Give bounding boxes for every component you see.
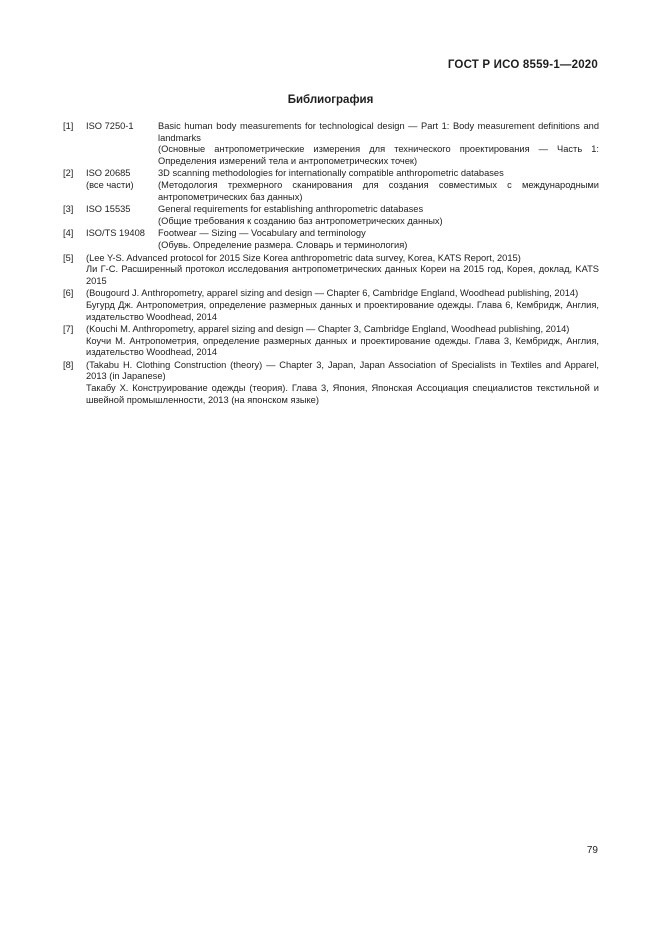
entry-code-line: ISO/TS 19408 — [86, 228, 145, 239]
entry-text — [158, 204, 599, 227]
entry-line: Footwear — Sizing — Vocabulary and terminology — [158, 228, 366, 239]
entry-text — [86, 253, 599, 288]
entry-line: Такабу Х. Конструирование одежды (теория). Глава 3, Япония, Японская Ассоциация специалистов текстильной и швейной промышленности, 2013 (на японском языке) — [86, 383, 599, 405]
bibliography-title: Библиография — [287, 94, 374, 106]
bibliography-entry — [63, 360, 599, 406]
entry-standard-code — [86, 121, 158, 167]
entry-number: [3] — [63, 204, 74, 215]
entry-line: (Bougourd J. Anthropometry, apparel sizing and design — Chapter 6, Cambridge England, Woodhead publishing, 2014) — [86, 288, 579, 299]
entry-code-line: (все части) — [86, 179, 134, 190]
entry-line: General requirements for establishing anthropometric databases — [158, 204, 424, 215]
entry-line: (Lee Y-S. Advanced protocol for 2015 Size Korea anthropometric data survey, Korea, KATS Report, 2015) — [86, 252, 521, 263]
document-header: ГОСТ Р ИСО 8559-1—2020 — [447, 59, 598, 71]
entry-line: (Методология трехмерного сканирования для создания совместимых с международными антропометрических баз данных) — [158, 179, 599, 202]
entry-line: 3D scanning methodologies for internationally compatible anthropometric databases — [158, 168, 504, 179]
entry-line: (Kouchi M. Anthropometry, apparel sizing and design — Chapter 3, Cambridge England, Woodhead publishing, 2014) — [86, 324, 570, 335]
bibliography-entry — [63, 121, 599, 167]
entry-code-line: ISO 15535 — [86, 204, 131, 215]
entry-number: [5] — [63, 252, 74, 263]
entry-standard-code — [86, 228, 158, 251]
entry-number: [7] — [63, 324, 74, 335]
entry-line: Basic human body measurements for technological design — Part 1: Body measurement definitions and landmarks — [158, 121, 599, 143]
entry-text — [86, 324, 599, 359]
entry-line: Коучи М. Антропометрия, определение размерных данных и проектирование одежды. Глава 3, Кембридж, Англия, издательство Woodhead, 2014 — [86, 335, 599, 358]
entry-number: [1] — [63, 121, 74, 131]
entry-line: (Takabu H. Clothing Construction (theory) — Chapter 3, Japan, Japan Association of Specialists in Textiles and Apparel, 2013 (in Japanese) — [86, 359, 599, 382]
bibliography-entry — [63, 168, 599, 203]
bibliography-entry — [63, 288, 599, 323]
entry-text — [158, 168, 599, 203]
entry-code-line: ISO 7250-1 — [86, 121, 134, 131]
entry-text — [158, 121, 599, 167]
bibliography-list — [63, 121, 599, 407]
bibliography-entry — [63, 204, 599, 227]
entry-line: (Обувь. Определение размера. Словарь и терминология) — [158, 239, 408, 250]
entry-number: [4] — [63, 228, 74, 239]
page-number: 79 — [586, 845, 598, 856]
entry-standard-code — [86, 168, 158, 203]
entry-text — [86, 360, 599, 406]
entry-line: (Общие требования к созданию баз антропометрических данных) — [158, 215, 443, 226]
entry-number: [8] — [63, 359, 74, 370]
bibliography-entry — [63, 228, 599, 251]
entry-code-line: ISO 20685 — [86, 168, 131, 179]
entry-line: Ли Г-С. Расширенный протокол исследования антропометрических данных Кореи на 2015 год, Корея, доклад, KATS 2015 — [86, 264, 599, 286]
entry-line: (Основные антропометрические измерения для технического проектирования — Часть 1: Определения измерений тела и антропометрических точек) — [158, 144, 599, 166]
entry-number: [6] — [63, 288, 74, 299]
entry-standard-code — [86, 204, 158, 227]
entry-number: [2] — [63, 168, 74, 179]
entry-text — [86, 288, 599, 323]
bibliography-entry — [63, 253, 599, 288]
entry-text — [158, 228, 599, 251]
entry-line: Бугурд Дж. Антропометрия, определение размерных данных и проектирование одежды. Глава 6, Кембридж, Англия, издательство Woodhead, 2014 — [86, 299, 599, 322]
bibliography-entry — [63, 324, 599, 359]
